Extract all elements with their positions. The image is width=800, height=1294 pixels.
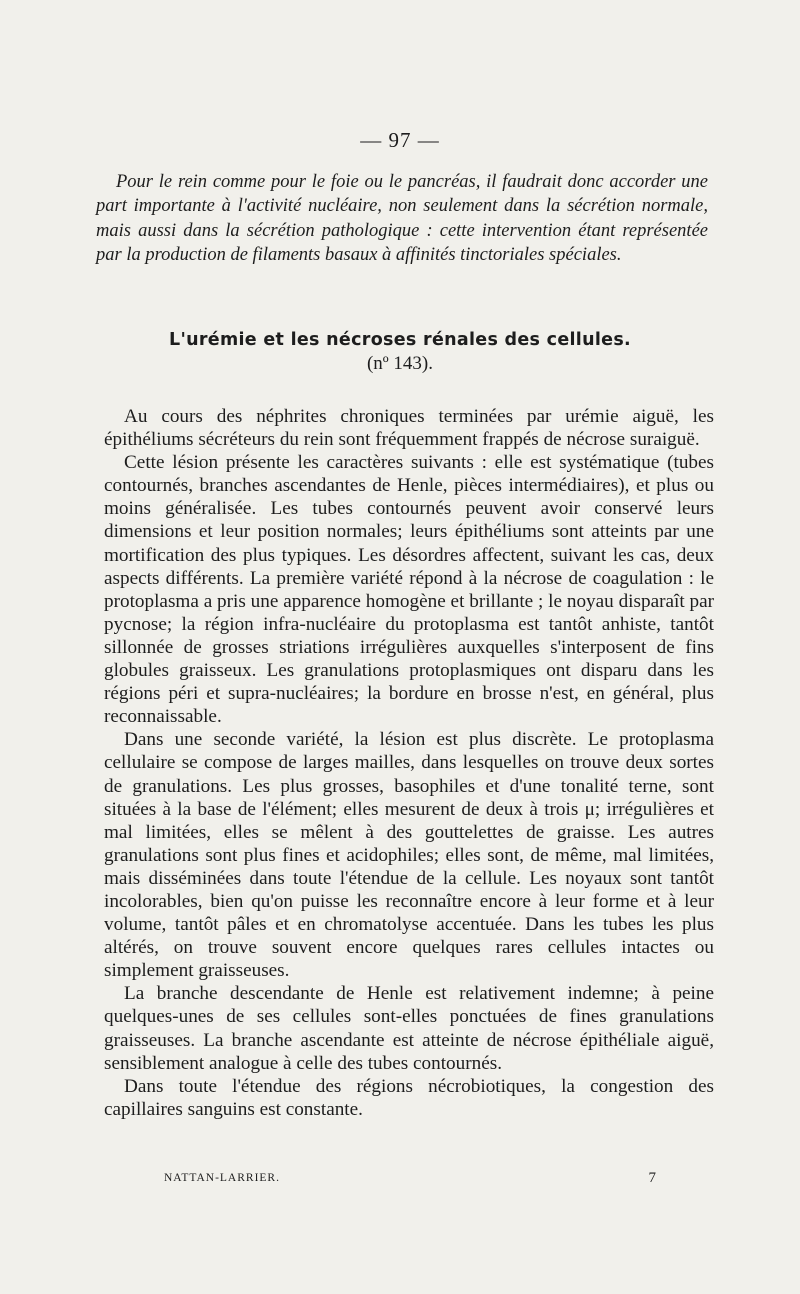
paragraph: La branche descendante de Henle est relativement indemne; à peine quelques-unes de ses cellules sont-elles ponctuées de fines granulations graisseuses. La branche ascendante est atteinte de nécrose épithéliale aiguë, sensiblement analogue à celle des tubes contournés.: [104, 983, 714, 1074]
page-number: — 97 —: [360, 128, 440, 152]
section-reference: (nº 143).: [366, 353, 434, 374]
paragraph: Au cours des néphrites chroniques terminées par urémie aiguë, les épithéliums sécréteurs du rein sont fréquemment frappés de nécrose suraiguë.: [104, 406, 714, 451]
author-signature: NATTAN-LARRIER.: [164, 1172, 280, 1184]
paragraph: Cette lésion présente les caractères suivants : elle est systématique (tubes contournés, branches ascendantes de Henle, pièces intermédiaires), et plus ou moins généralisée. Les tubes contournés peuvent avoir conservé leurs dimensions et leur position normales; leurs épithéliums sont atteints par une mortification des plus typiques. Les désordres affectent, suivant les cas, deux aspects différents. La première variété répond à la nécrose de coagulation : le protoplasma a pris une apparence homogène et brillante ; le noyau disparaît par pycnose; la région infra-nucléaire du protoplasma est tantôt anhiste, tantôt sillonnée de grosses striations irrégulières auxquelles s'interposent de fins globules graisseux. Les granulations protoplasmiques ont disparu dans les régions péri et supra-nucléaires; la bordure en brosse n'est, en général, plus reconnaissable.: [104, 452, 714, 728]
intro-text: Pour le rein comme pour le foie ou le pancréas, il faudrait donc accorder une part importante à l'activité nucléaire, non seulement dans la sécrétion normale, mais aussi dans la sécrétion pathologique : cette intervention étant représentée par la production de filaments basaux à affinités tinctoriales spéciales.: [96, 172, 708, 265]
body-text: [104, 405, 714, 1121]
paragraph: Dans une seconde variété, la lésion est plus discrète. Le protoplasma cellulaire se compose de larges mailles, dans lesquelles on trouve deux sortes de granulations. Les plus grosses, basophiles et d'une tonalité terne, sont situées à la base de l'élément; elles mesurent de deux à trois μ; irrégulières et mal limitées, elles se mêlent à des gouttelettes de graisse. Les autres granulations sont plus fines et acidophiles; elles sont, de même, mal limitées, mais disséminées dans toute l'étendue de la cellule. Les noyaux sont tantôt incolorables, bien qu'on puisse les reconnaître encore à leur forme et à leur volume, tantôt pâles et en chromatolyse accentuée. Dans les tubes les plus altérés, on trouve souvent encore quelques rares cellules intactes ou simplement graisseuses.: [104, 729, 714, 982]
sheet-number: 7: [648, 1170, 656, 1186]
section-heading: L'urémie et les nécroses rénales des cellules.: [169, 330, 631, 350]
intro-paragraph: [96, 170, 708, 267]
paragraph: Dans toute l'étendue des régions nécrobiotiques, la congestion des capillaires sanguins est constante.: [104, 1075, 714, 1120]
